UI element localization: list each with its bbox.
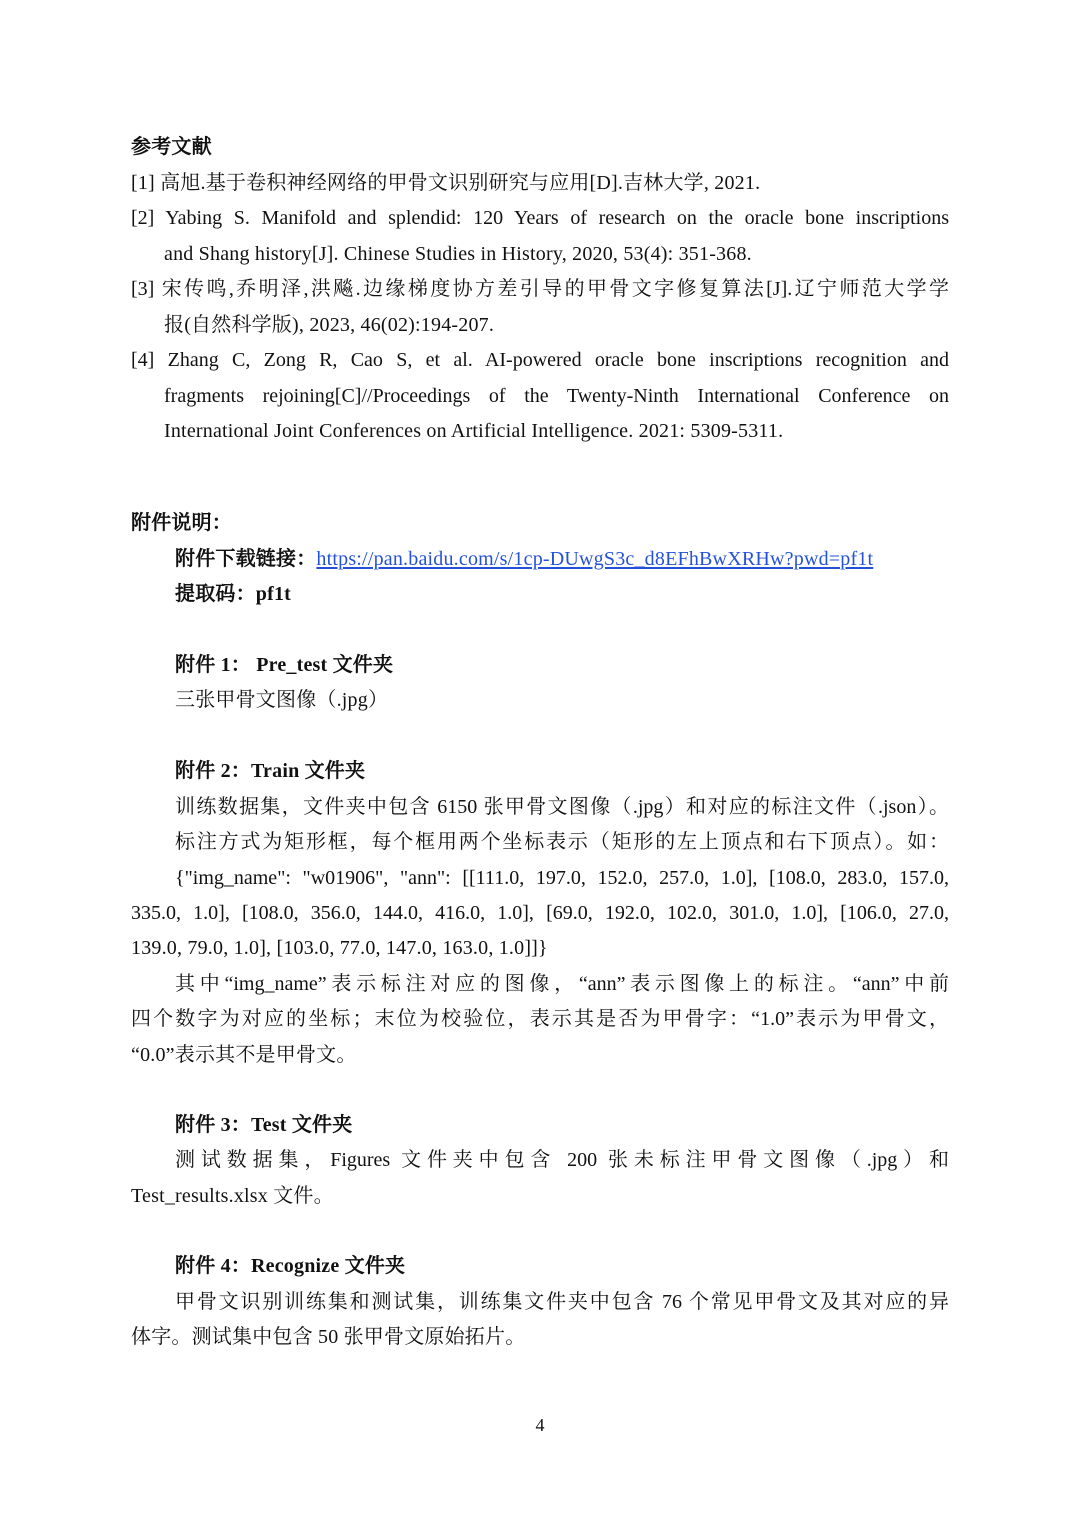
reference-4-line-3: International Joint Conferences on Artificial Intelligence. 2021: 5309-5311. bbox=[164, 420, 784, 442]
reference-4-line-2: fragments rejoining[C]//Proceedings of the Twenty-Ninth International Conference on bbox=[164, 385, 949, 407]
download-link[interactable]: https://pan.baidu.com/s/1cp-DUwgS3c_d8EFhBwXRHw?pwd=pf1t bbox=[316, 548, 874, 570]
attachment-4-line-2: 体字。测试集中包含 50 张甲骨文原始拓片。 bbox=[131, 1326, 526, 1348]
reference-3-line-1: [3] 宋传鸣,乔明泽,洪飚.边缘梯度协方差引导的甲骨文字修复算法[J].辽宁师范大学学 bbox=[131, 278, 949, 300]
attachment-3-title: 附件 3：Test 文件夹 bbox=[175, 1114, 353, 1136]
extraction-code: 提取码：pf1t bbox=[175, 583, 292, 605]
download-label: 附件下载链接： bbox=[175, 548, 317, 570]
attachment-4-line-1: 甲骨文识别训练集和测试集，训练集文件夹中包含 76 个常见甲骨文及其对应的异 bbox=[175, 1291, 949, 1313]
attachment-2-line-6: 其中“img_name”表示标注对应的图像，“ann”表示图像上的标注。“ann”中前 bbox=[175, 973, 949, 995]
attachment-3-line-2: Test_results.xlsx 文件。 bbox=[131, 1185, 334, 1207]
reference-1: [1] 高旭.基于卷积神经网络的甲骨文识别研究与应用[D].吉林大学, 2021. bbox=[131, 172, 761, 194]
attachment-2-title: 附件 2：Train 文件夹 bbox=[175, 760, 366, 782]
reference-4-line-1: [4] Zhang C, Zong R, Cao S, et al. AI-powered oracle bone inscriptions recognition and bbox=[131, 349, 949, 371]
references-heading: 参考文献 bbox=[131, 136, 212, 158]
page-number: 4 bbox=[535, 1415, 545, 1435]
attachment-2-line-3: {"img_name": "w01906", "ann": [[111.0, 197.0, 152.0, 257.0, 1.0], [108.0, 283.0, 157.0, bbox=[175, 867, 949, 889]
attachment-2-line-2: 标注方式为矩形框，每个框用两个坐标表示（矩形的左上顶点和右下顶点）。如： bbox=[175, 831, 949, 853]
attachment-2-line-4: 335.0, 1.0], [108.0, 356.0, 144.0, 416.0, 1.0], [69.0, 192.0, 102.0, 301.0, 1.0], [106.0, 27.0, bbox=[131, 902, 949, 924]
attachment-2-line-7: 四个数字为对应的坐标；末位为校验位，表示其是否为甲骨字：“1.0”表示为甲骨文， bbox=[131, 1008, 949, 1030]
attachment-2-line-5: 139.0, 79.0, 1.0], [103.0, 77.0, 147.0, 163.0, 1.0]]} bbox=[131, 937, 548, 959]
download-row bbox=[175, 542, 873, 577]
attachment-2-line-1: 训练数据集，文件夹中包含 6150 张甲骨文图像（.jpg）和对应的标注文件（.json）。 bbox=[175, 796, 949, 818]
attachments-heading: 附件说明： bbox=[131, 512, 232, 534]
reference-2-line-2: and Shang history[J]. Chinese Studies in History, 2020, 53(4): 351-368. bbox=[164, 243, 752, 265]
reference-3-line-2: 报(自然科学版), 2023, 46(02):194-207. bbox=[164, 314, 495, 336]
reference-2-line-1: [2] Yabing S. Manifold and splendid: 120 Years of research on the oracle bone inscriptions bbox=[131, 207, 949, 229]
attachment-3-line-1: 测试数据集，Figures 文件夹中包含 200 张未标注甲骨文图像（.jpg）和 bbox=[175, 1149, 949, 1171]
attachment-2-line-8: “0.0”表示其不是甲骨文。 bbox=[131, 1044, 357, 1066]
attachment-4-title: 附件 4：Recognize 文件夹 bbox=[175, 1255, 406, 1277]
attachment-1-title: 附件 1： Pre_test 文件夹 bbox=[175, 654, 394, 676]
attachment-1-description: 三张甲骨文图像（.jpg） bbox=[175, 689, 389, 711]
